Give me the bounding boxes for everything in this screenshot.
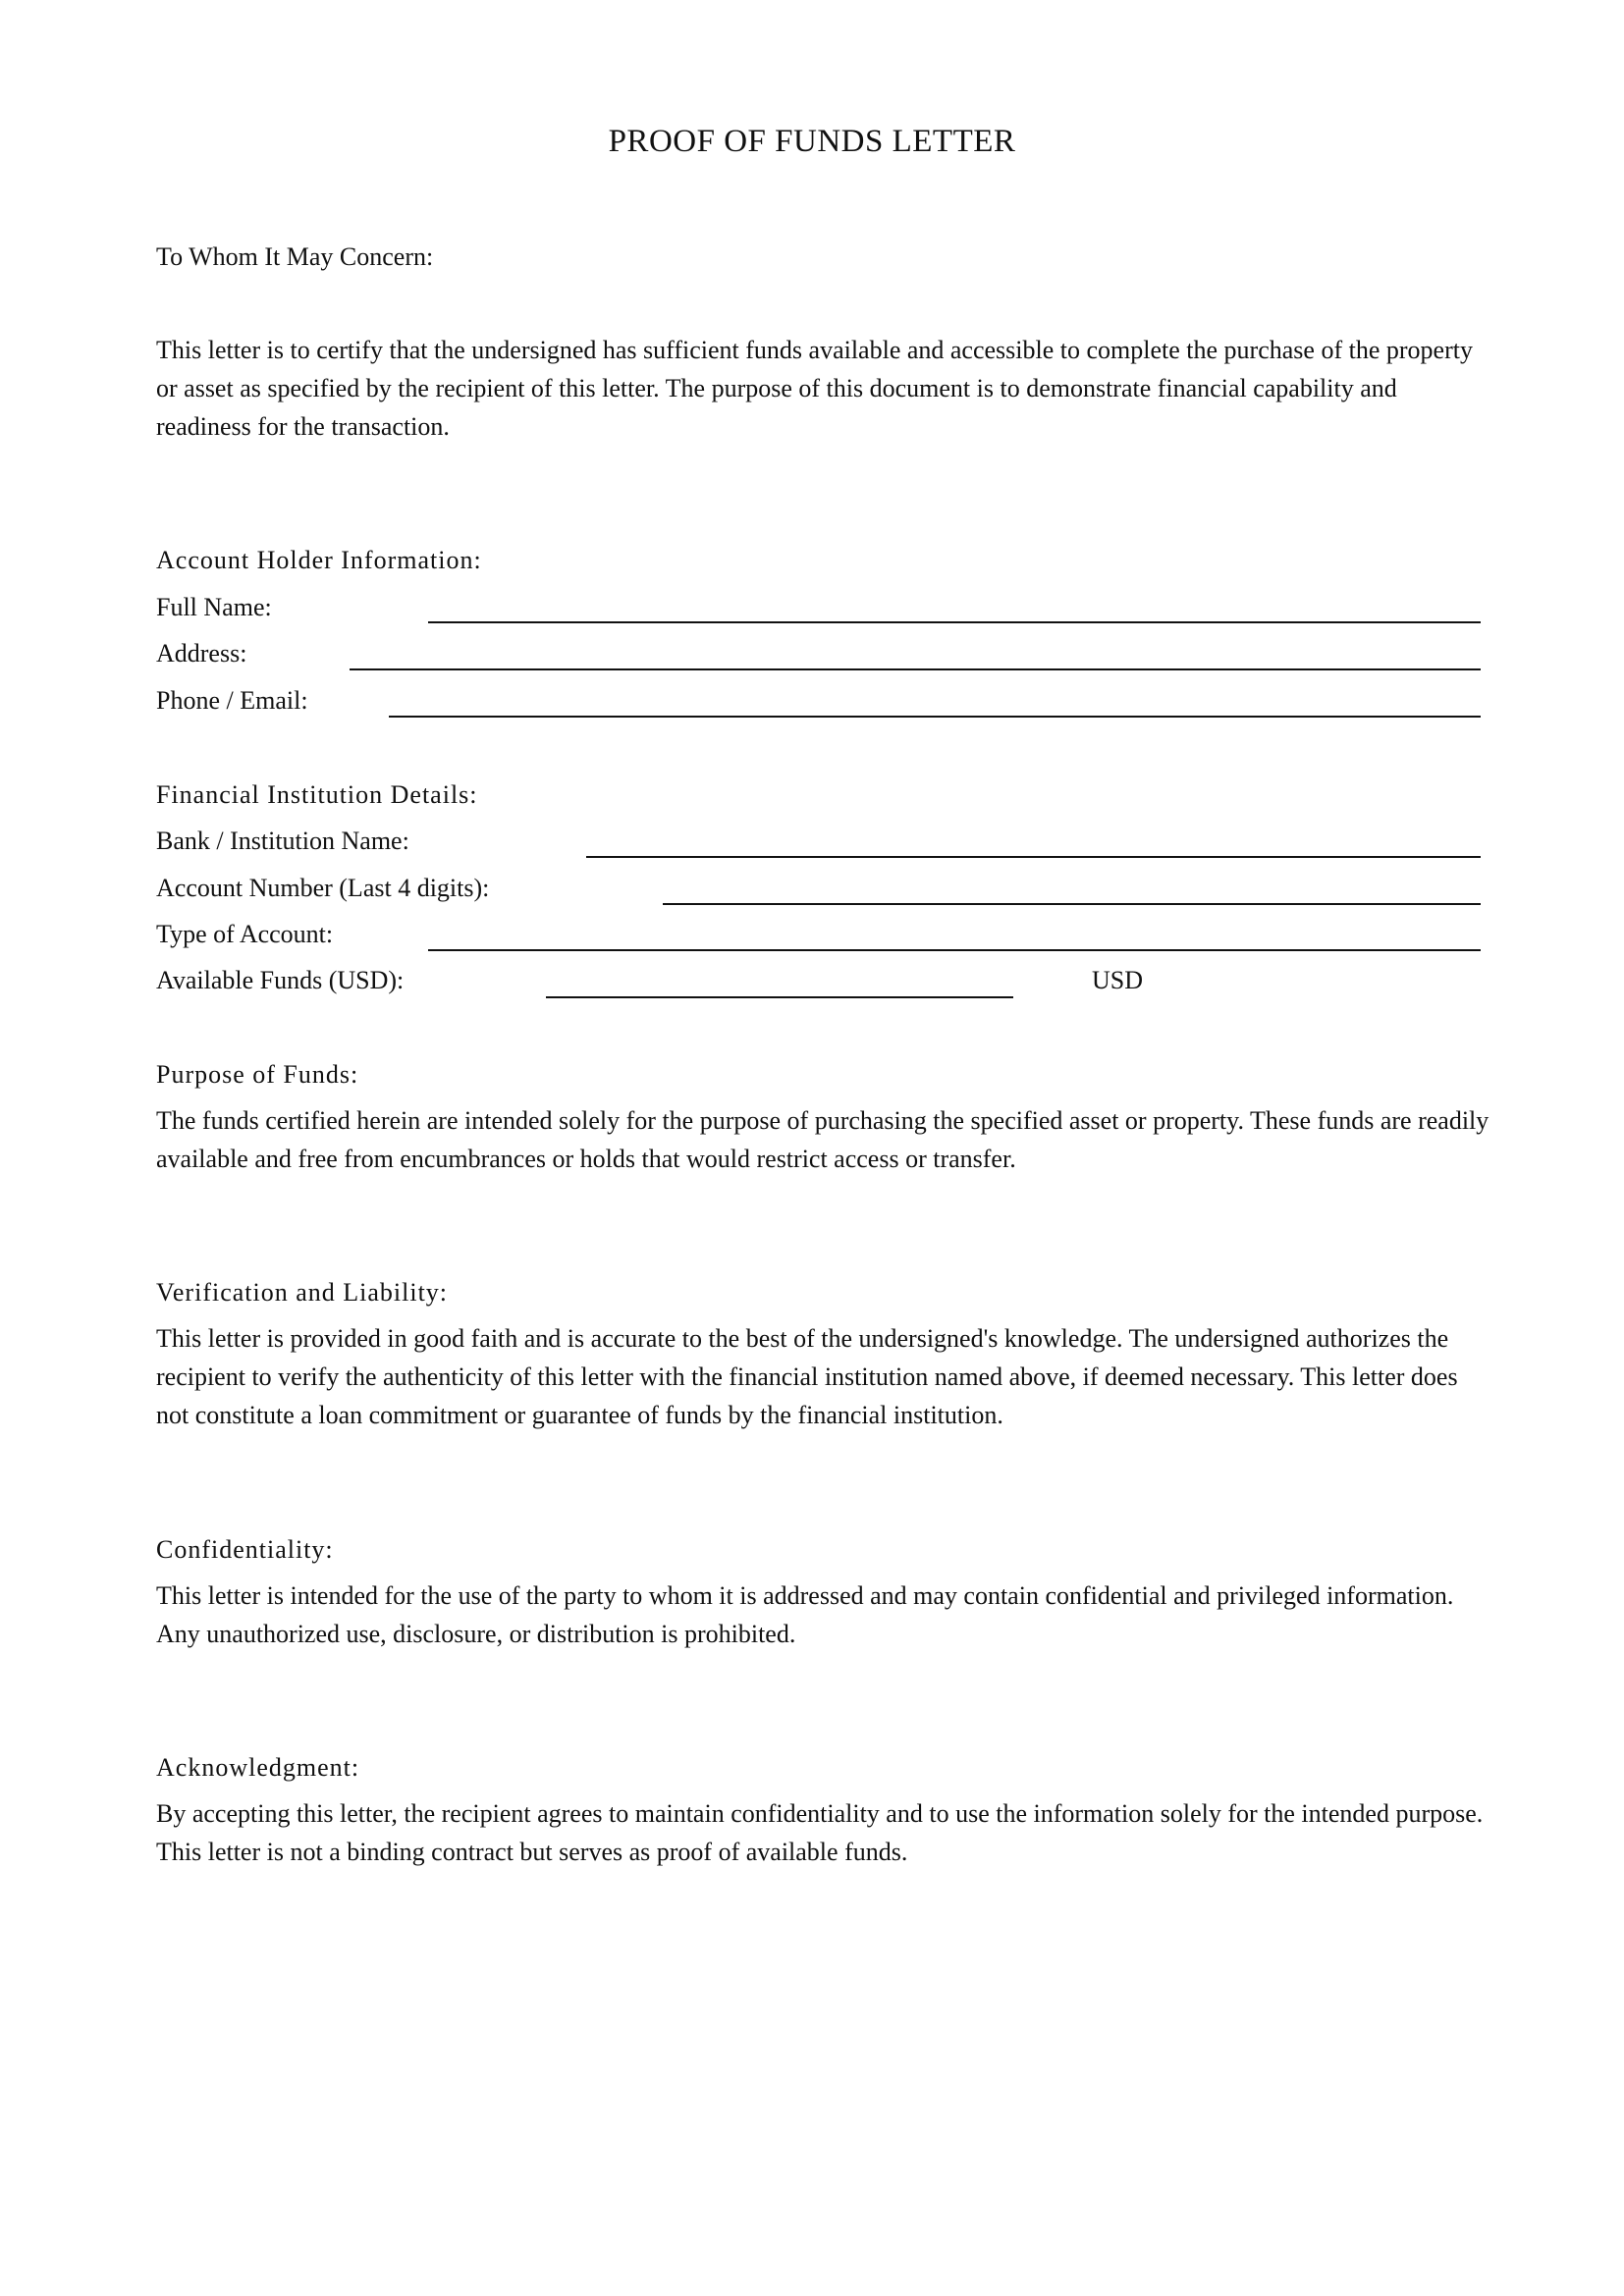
available-funds-field[interactable] [546, 996, 1013, 998]
verification-heading: Verification and Liability: [156, 1278, 449, 1307]
address-label: Address: [156, 639, 247, 667]
phone-email-label: Phone / Email: [156, 686, 308, 715]
available-funds-label: Available Funds (USD): [156, 966, 405, 994]
bank-name-label: Bank / Institution Name: [156, 827, 409, 855]
purpose-paragraph: The funds certified herein are intended solely for the purpose of purchasing the specified asset or property. These funds are readily available and free from encumbrances or holds that would restrict access or transfer. [156, 1106, 1489, 1173]
intro-paragraph: This letter is to certify that the undersigned has sufficient funds available and accessible to complete the purchase of the property or asset as specified by the recipient of this letter. The purpose of this document is to demonstrate financial capability and readiness for the transaction. [156, 336, 1473, 441]
address-field[interactable] [350, 668, 1481, 670]
account-holder-heading: Account Holder Information: [156, 546, 482, 574]
verification-paragraph: This letter is provided in good faith and is accurate to the best of the undersigned's knowledge. The undersigned authorizes the recipient to verify the authenticity of this letter with the financial institution named above, if deemed necessary. This letter does not constitute a loan commitment or guarantee of funds by the financial institution. [156, 1324, 1458, 1429]
account-number-field[interactable] [663, 903, 1481, 905]
full-name-field[interactable] [428, 621, 1481, 623]
acknowledgment-heading: Acknowledgment: [156, 1753, 360, 1782]
bank-name-field[interactable] [586, 856, 1481, 858]
acknowledgment-paragraph: By accepting this letter, the recipient agrees to maintain confidentiality and to use the information solely for the intended purpose. This letter is not a binding contract but serves as proof of available funds. [156, 1799, 1484, 1866]
purpose-heading: Purpose of Funds: [156, 1060, 359, 1089]
account-type-label: Type of Account: [156, 920, 334, 948]
salutation: To Whom It May Concern: [156, 242, 434, 271]
confidentiality-heading: Confidentiality: [156, 1535, 334, 1564]
currency-unit: USD [1092, 966, 1144, 994]
full-name-label: Full Name: [156, 593, 272, 621]
phone-email-field[interactable] [389, 716, 1481, 718]
financial-institution-heading: Financial Institution Details: [156, 780, 478, 809]
account-number-label: Account Number (Last 4 digits): [156, 874, 490, 902]
confidentiality-paragraph: This letter is intended for the use of the party to whom it is addressed and may contain confidential and privileged information. Any unauthorized use, disclosure, or distribution is prohibited. [156, 1581, 1454, 1648]
document-title: PROOF OF FUNDS LETTER [608, 124, 1016, 159]
account-type-field[interactable] [428, 949, 1481, 951]
